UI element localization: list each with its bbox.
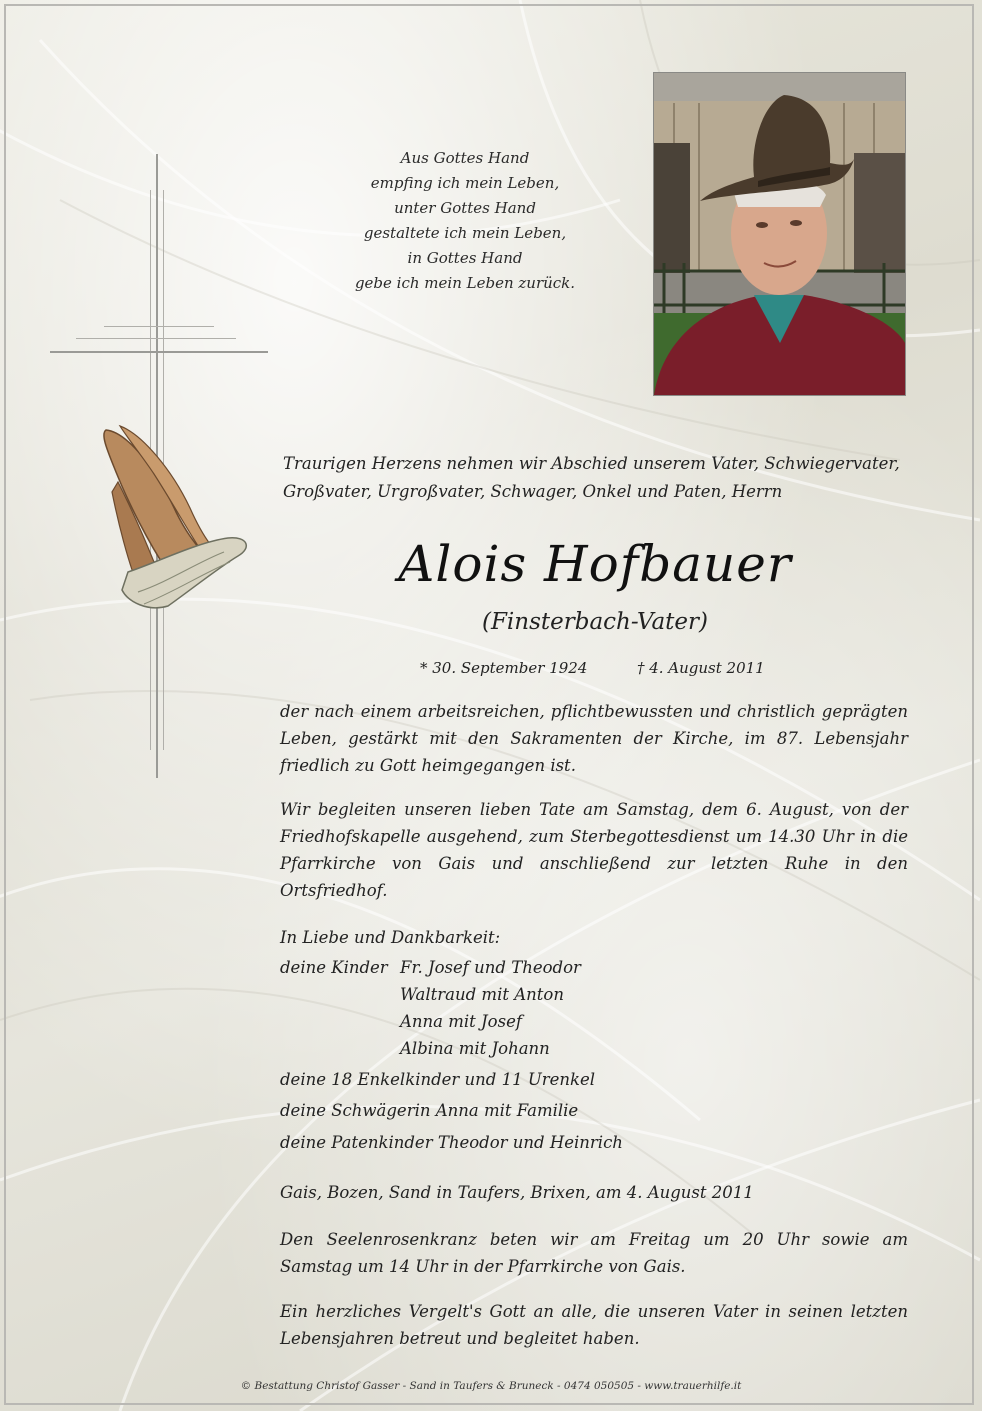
family-heading: In Liebe und Dankbarkeit: [280,928,501,947]
praying-hands-icon [98,422,254,618]
family-other: deine 18 Enkelkinder und 11 Urenkel [280,1070,596,1089]
child-entry: Albina mit Johann [400,1039,550,1058]
intro-text [283,450,908,506]
paragraph-life [280,698,908,779]
birth-date: * 30. September 1924 [420,659,588,677]
family-other: deine Patenkinder Theodor und Heinrich [280,1133,623,1152]
paragraph-line: Friedhofskapelle ausgehend, zum Sterbegottesdienst um 14.30 Uhr in die [280,827,908,846]
death-date: † 4. August 2011 [636,659,765,677]
paragraph-line: Ortsfriedhof. [280,881,388,900]
intro-line: Traurigen Herzens nehmen wir Abschied unserem Vater, Schwiegervater, [283,454,900,473]
deceased-portrait-photo [653,72,906,396]
quote-line: Aus Gottes Hand [400,149,530,167]
children-label: deine Kinder [280,958,388,977]
paragraph-line: der nach einem arbeitsreichen, pflichtbewussten und christlich geprägten [280,702,908,721]
quote-line: unter Gottes Hand [394,199,536,217]
paragraph-line: Pfarrkirche von Gais und anschließend zur letzten Ruhe in den [280,854,908,873]
paragraph-rosary [280,1226,908,1280]
footer-credit: © Bestattung Christof Gasser - Sand in Taufers & Bruneck - 0474 050505 - www.trauerhilfe.it [240,1380,742,1392]
deceased-name: Alois Hofbauer [398,535,792,593]
intro-line: Großvater, Urgroßvater, Schwager, Onkel und Paten, Herrn [283,482,783,501]
life-dates [420,656,820,680]
deceased-nickname: (Finsterbach-Vater) [481,609,708,635]
quote-line: gebe ich mein Leben zurück. [354,274,576,292]
place-date-text: Gais, Bozen, Sand in Taufers, Brixen, am 4. August 2011 [280,1183,754,1202]
paragraph-line: Ein herzliches Vergelt's Gott an alle, die unseren Vater in seinen letzten [280,1302,908,1321]
paragraph-funeral [280,796,908,904]
place-date [280,1179,908,1206]
paragraph-line: Samstag um 14 Uhr in der Pfarrkirche von Gais. [280,1257,686,1276]
paragraph-line: Leben, gestärkt mit den Sakramenten der Kirche, im 87. Lebensjahr [280,729,908,748]
paragraph-line: friedlich zu Gott heimgegangen ist. [280,756,576,775]
family-row [280,1035,908,1062]
paragraph-line: Lebensjahren betreut und begleitet haben. [280,1329,640,1348]
paragraph-thanks [280,1298,908,1352]
family-list [280,924,908,1157]
quote-line: gestaltete ich mein Leben, [363,224,567,242]
quote-block [330,146,600,296]
family-other: deine Schwägerin Anna mit Familie [280,1101,579,1120]
paragraph-line: Wir begleiten unseren lieben Tate am Samstag, dem 6. August, von der [280,800,908,819]
child-entry: Fr. Josef und Theodor [400,958,581,977]
child-entry: Waltraud mit Anton [400,985,564,1004]
family-row [280,981,908,1008]
family-row [280,954,908,981]
child-entry: Anna mit Josef [400,1012,522,1031]
quote-line: in Gottes Hand [407,249,523,267]
quote-line: empfing ich mein Leben, [370,174,560,192]
family-row [280,1008,908,1035]
paragraph-line: Den Seelenrosenkranz beten wir am Freitag um 20 Uhr sowie am [280,1230,908,1249]
